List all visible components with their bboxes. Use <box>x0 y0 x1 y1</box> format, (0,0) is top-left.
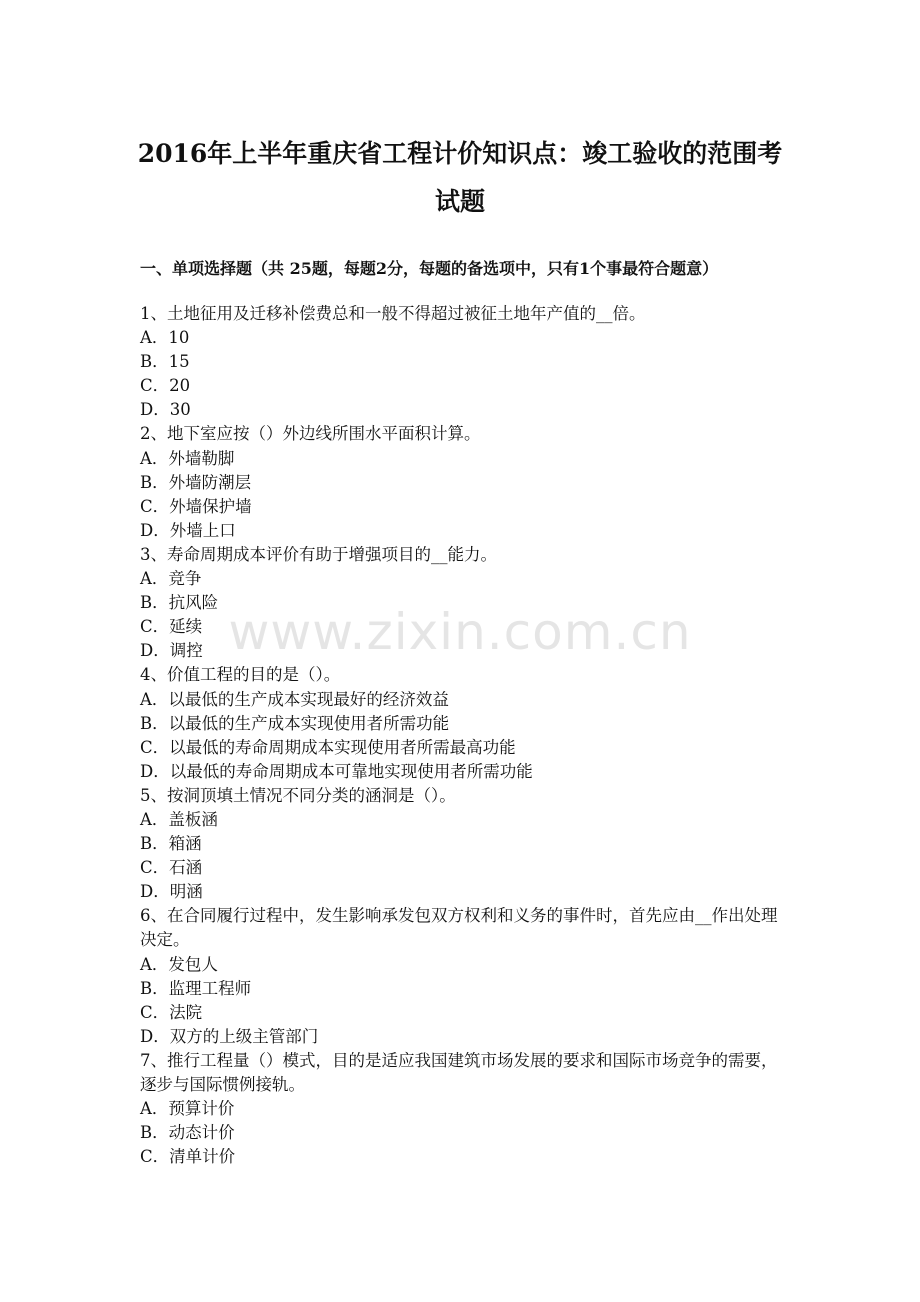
question-stem: 7、推行工程量（）模式，目的是适应我国建筑市场发展的要求和国际市场竞争的需要，逐步与国际惯例接轨。 <box>140 1050 778 1094</box>
answer-option: D．外墙上口 <box>140 520 236 540</box>
answer-option: B．抗风险 <box>140 593 219 613</box>
answer-option: A．外墙勒脚 <box>140 448 235 468</box>
answer-option: C．法院 <box>140 1002 203 1022</box>
document-title-line1: 2016年上半年重庆省工程计价知识点：竣工验收的范围考 <box>137 139 783 168</box>
section-heading: 一、单项选择题（共 25题，每题2分，每题的备选项中，只有1个事最符合题意） <box>140 259 719 278</box>
question-stem: 5、按洞顶填土情况不同分类的涵洞是（）。 <box>140 785 456 805</box>
answer-option: A．发包人 <box>140 954 218 974</box>
answer-option: B．箱涵 <box>140 834 202 854</box>
question-list <box>140 302 786 1169</box>
answer-option: B．以最低的生产成本实现使用者所需功能 <box>140 713 450 733</box>
answer-option: A．预算计价 <box>140 1099 235 1119</box>
question-stem: 1、土地征用及迁移补偿费总和一般不得超过被征土地年产值的__倍。 <box>140 304 646 323</box>
question-stem: 2、地下室应按（）外边线所围水平面积计算。 <box>140 424 481 444</box>
answer-option: A．10 <box>140 328 190 348</box>
question-stem: 4、价值工程的目的是（）。 <box>140 665 341 685</box>
answer-option: D．明涵 <box>140 882 203 902</box>
answer-option: B．动态计价 <box>140 1123 235 1143</box>
answer-option: B．监理工程师 <box>140 978 252 998</box>
answer-option: C．以最低的寿命周期成本实现使用者所需最高功能 <box>140 737 516 757</box>
watermark: www.zixin.com.cn <box>228 603 692 661</box>
document-title-line2: 试题 <box>434 187 485 216</box>
answer-option: D．双方的上级主管部门 <box>140 1026 319 1046</box>
question-stem: 3、寿命周期成本评价有助于增强项目的__能力。 <box>140 544 497 564</box>
answer-option: A．竞争 <box>140 569 202 589</box>
answer-option: D．30 <box>140 400 191 420</box>
answer-option: C．石涵 <box>140 858 203 878</box>
answer-option: D．以最低的寿命周期成本可靠地实现使用者所需功能 <box>140 761 533 781</box>
answer-option: C．清单计价 <box>140 1147 236 1167</box>
answer-option: C．外墙保护墙 <box>140 496 252 516</box>
answer-option: B．外墙防潮层 <box>140 472 252 492</box>
answer-option: A．以最低的生产成本实现最好的经济效益 <box>140 689 449 709</box>
answer-option: C．延续 <box>140 617 203 637</box>
answer-option: D．调控 <box>140 641 203 661</box>
answer-option: C．20 <box>140 376 191 396</box>
question-stem: 6、在合同履行过程中，发生影响承发包双方权利和义务的事件时，首先应由__作出处理决定。 <box>140 906 778 950</box>
answer-option: A．盖板涵 <box>140 809 218 829</box>
answer-option: B．15 <box>140 352 190 372</box>
